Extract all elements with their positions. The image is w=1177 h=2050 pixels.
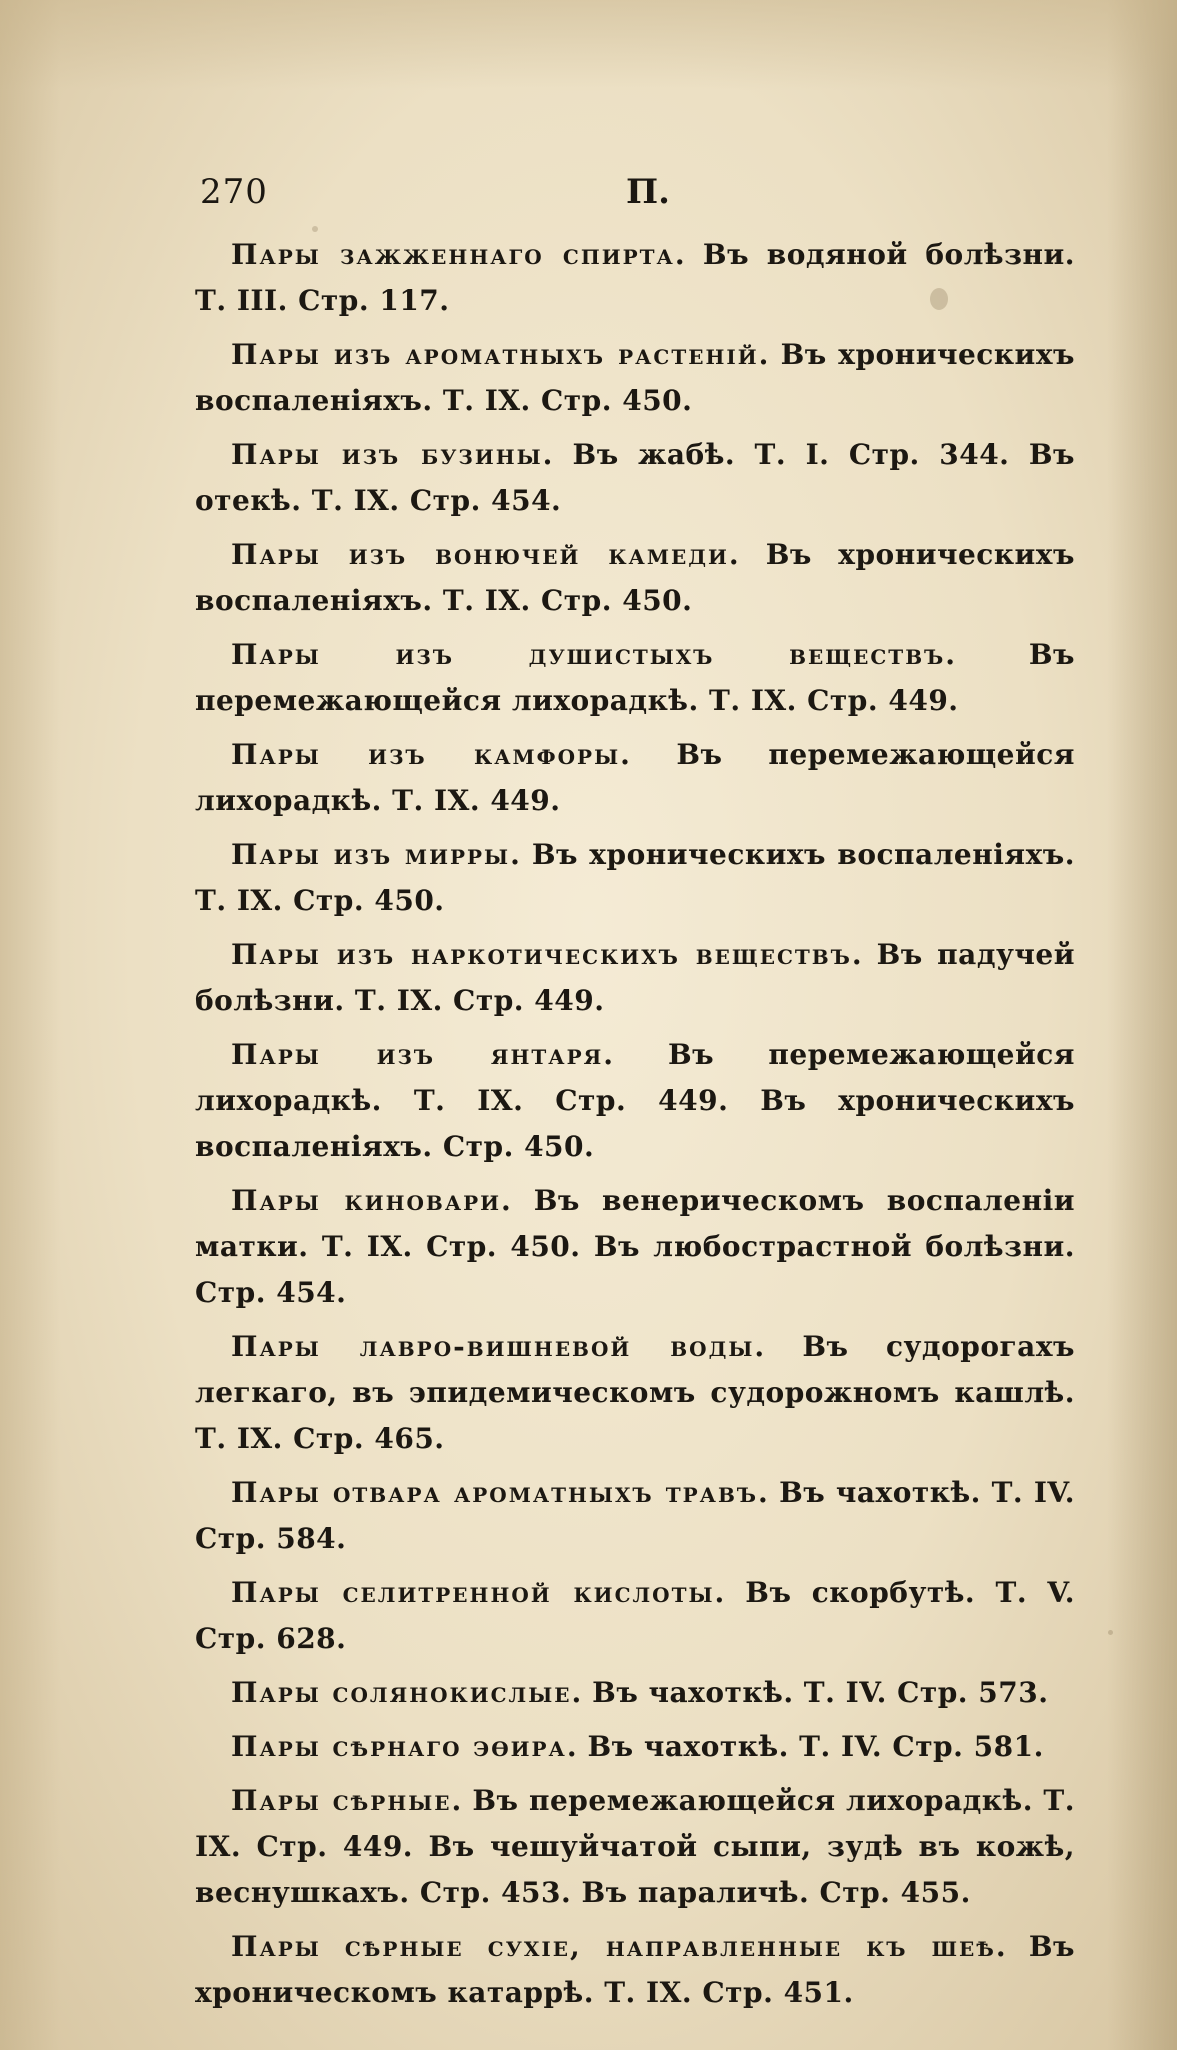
entry-headword: Пары изъ камфоры. (231, 738, 632, 771)
index-entry (195, 432, 1075, 524)
entry-text: Въ перемежающейся лихорадкѣ. Т. IX. Стр. 449. Въ чешуйчатой сыпи, зудѣ въ кожѣ, веснушкахъ. Стр. 453. Въ параличѣ. Стр. 455. (195, 1784, 1076, 1909)
entry-headword: Пары селитренной кислоты. (231, 1576, 727, 1609)
entry-headword: Пары киновари. (231, 1184, 513, 1217)
entry-text: Въ перемежающейся лихорадкѣ. Т. IX. 449. (195, 738, 1075, 817)
entry-headword: Пары сѣрные сухіе, направленные къ шеѣ. (231, 1930, 1008, 1963)
index-entry (195, 1324, 1075, 1462)
entry-headword: Пары изъ ароматныхъ растеній. (231, 338, 771, 371)
index-entry (195, 632, 1075, 724)
entry-headword: Пары изъ мирры. (231, 838, 522, 871)
entry-headword: Пары лавро-вишневой воды. (231, 1330, 767, 1363)
index-entry (195, 932, 1075, 1024)
entry-headword: Пары изъ наркотическихъ веществъ. (231, 938, 864, 971)
entry-headword: Пары изъ вонючей камеди. (231, 538, 741, 571)
index-entry (195, 1032, 1075, 1170)
entry-headword: Пары отвара ароматныхъ травъ. (231, 1476, 770, 1509)
index-entry (195, 832, 1075, 924)
index-entry (195, 232, 1075, 324)
index-entry (195, 1924, 1075, 2016)
index-entry (195, 1470, 1075, 1562)
entry-text: Въ венерическомъ воспаленіи матки. Т. IX. Стр. 450. Въ любострастной болѣзни. Стр. 454. (195, 1184, 1076, 1309)
entry-headword: Пары изъ бузины. (231, 438, 555, 471)
entry-headword: Пары зажженнаго спирта. (231, 238, 687, 271)
index-entry (195, 732, 1075, 824)
paper-speck (1108, 1630, 1113, 1635)
entry-text: Въ хроническихъ воспаленіяхъ. Т. IX. Стр. 450. (195, 838, 1075, 917)
index-entry (195, 1670, 1075, 1716)
entry-text: Въ чахоткѣ. Т. IV. Стр. 584. (195, 1476, 1075, 1555)
entry-text: Въ хроническихъ воспаленіяхъ. Т. IX. Стр. 450. (195, 538, 1075, 617)
entry-text: Въ чахоткѣ. Т. IV. Стр. 573. (592, 1676, 1049, 1709)
entry-headword: Пары сѣрнаго эѳира. (231, 1730, 579, 1763)
entry-text: Въ перемежающейся лихорадкѣ. Т. IX. Стр. 449. (195, 638, 1076, 717)
index-entry (195, 1570, 1075, 1662)
entry-headword: Пары солянокислые. (231, 1676, 584, 1709)
index-entries (195, 232, 1075, 2024)
index-entry (195, 1178, 1075, 1316)
entry-headword: Пары изъ янтаря. (231, 1038, 615, 1071)
page-number: 270 (200, 172, 268, 212)
index-entry (195, 332, 1075, 424)
page-right-shadow (1107, 0, 1177, 2050)
entry-text: Въ чахоткѣ. Т. IV. Стр. 581. (587, 1730, 1044, 1763)
entry-text: Въ судорогахъ легкаго, въ эпидемическомъ судорожномъ кашлѣ. Т. IX. Стр. 465. (195, 1330, 1075, 1455)
entry-text: Въ жабѣ. Т. I. Стр. 344. Въ отекѣ. Т. IX. Стр. 454. (195, 438, 1076, 517)
running-head: П. (626, 172, 670, 212)
entry-text: Въ хроническихъ воспаленіяхъ. Т. IX. Стр. 450. (195, 338, 1075, 417)
page-top-shadow (0, 0, 1177, 90)
entry-text: Въ падучей болѣзни. Т. IX. Стр. 449. (195, 938, 1075, 1017)
entry-text: Въ водяной болѣзни. Т. III. Стр. 117. (195, 238, 1076, 317)
entry-text: Въ скорбутѣ. Т. V. Стр. 628. (195, 1576, 1075, 1655)
entry-text: Въ перемежающейся лихорадкѣ. Т. IX. Стр. 449. Въ хроническихъ воспаленіяхъ. Стр. 450. (195, 1038, 1075, 1163)
entry-headword: Пары изъ душистыхъ веществъ. (231, 638, 957, 671)
page-left-shadow (0, 0, 60, 2050)
entry-text: Въ хроническомъ катаррѣ. Т. IX. Стр. 451. (195, 1930, 1075, 2009)
index-entry (195, 532, 1075, 624)
index-entry (195, 1778, 1075, 1916)
index-entry (195, 1724, 1075, 1770)
page-header (200, 172, 1080, 222)
entry-headword: Пары сѣрные. (231, 1784, 464, 1817)
